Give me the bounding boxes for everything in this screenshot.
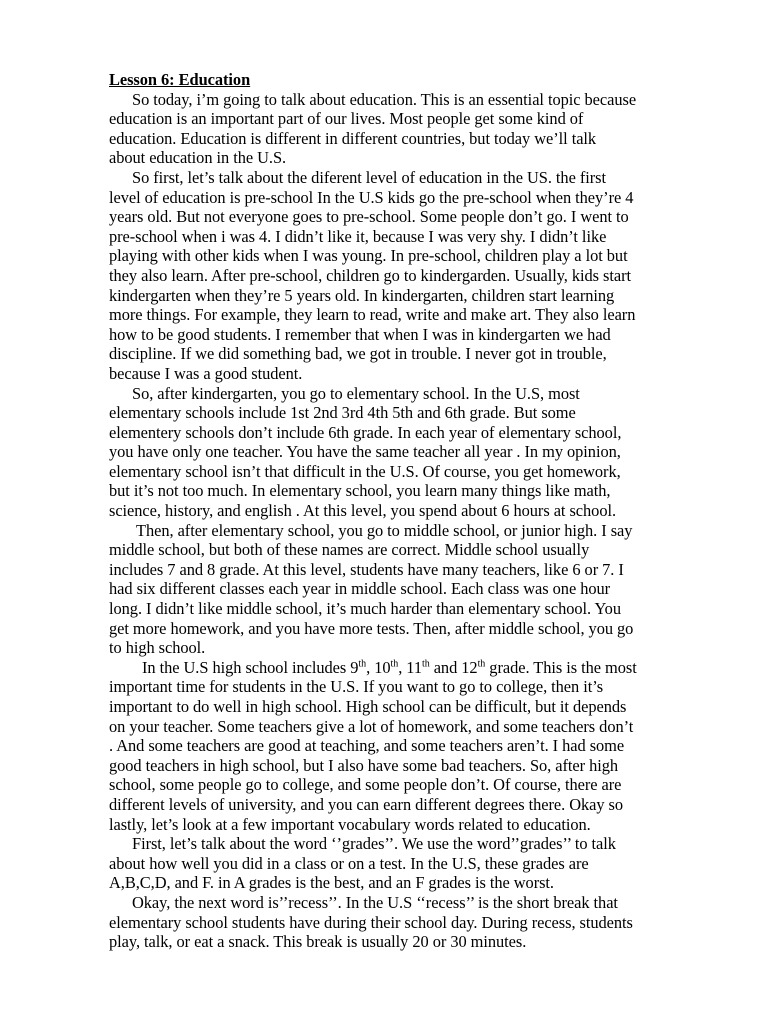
text-line: education. Education is different in different countries, but today we’ll talk xyxy=(109,128,597,148)
text-line: different levels of university, and you can earn different degrees there. Okay so xyxy=(109,794,624,814)
text-line: A,B,C,D, and F. in A grades is the best, and an F grades is the worst. xyxy=(109,873,554,893)
paragraph-high-school xyxy=(109,658,695,834)
text-line: So today, i’m going to talk about education. This is an essential topic because xyxy=(132,89,637,109)
text-run: , 10 xyxy=(366,657,391,677)
text-run: grade. This is the most xyxy=(485,657,637,677)
text-line: you have only one teacher. You have the same teacher all year . In my opinion, xyxy=(109,442,621,462)
text-line: pre-school when i was 4. I didn’t like it, because I was very shy. I didn’t like xyxy=(109,226,607,246)
text-line: get more homework, and you have more tests. Then, after middle school, you go xyxy=(109,618,634,638)
text-line: more things. For example, they learn to read, write and make art. They also learn xyxy=(109,305,636,325)
text-line: but it’s not too much. In elementary school, you learn many things like math, xyxy=(109,481,611,501)
text-line xyxy=(109,658,695,678)
text-line: kindergarten when they’re 5 years old. In kindergarten, children start learning xyxy=(109,285,615,305)
text-line: elementary school students have during their school day. During recess, students xyxy=(109,912,633,932)
ordinal-suffix: th xyxy=(358,658,367,670)
text-line: education is an important part of our lives. Most people get some kind of xyxy=(109,109,584,129)
text-line: discipline. If we did something bad, we got in trouble. I never got in trouble, xyxy=(109,344,607,364)
text-line: long. I didn’t like middle school, it’s much harder than elementary school. You xyxy=(109,599,621,619)
text-line: about how well you did in a class or on a test. In the U.S, these grades are xyxy=(109,853,589,873)
text-line: important time for students in the U.S. If you want to go to college, then it’s xyxy=(109,677,604,697)
text-run: and 12 xyxy=(429,657,478,677)
text-line: elementary school isn’t that difficult in the U.S. Of course, you get homework, xyxy=(109,461,621,481)
text-line: . And some teachers are good at teaching, and some teachers aren’t. I had some xyxy=(109,736,625,756)
text-line: years old. But not everyone goes to pre-school. Some people don’t go. I went to xyxy=(109,207,629,227)
text-line: Okay, the next word is’’recess’’. In the U.S ‘‘recess’’ is the short break that xyxy=(132,892,618,912)
paragraph-recess xyxy=(109,893,695,952)
text-line: about education in the U.S. xyxy=(109,148,287,168)
document-body xyxy=(109,70,695,952)
text-line: science, history, and english . At this level, you spend about 6 hours at school. xyxy=(109,501,617,521)
text-run: In the U.S high school includes 9 xyxy=(142,657,359,677)
text-line: elementary schools include 1st 2nd 3rd 4th 5th and 6th grade. But some xyxy=(109,403,576,423)
text-line: to high school. xyxy=(109,638,206,658)
text-line: includes 7 and 8 grade. At this level, students have many teachers, like 6 or 7. I xyxy=(109,559,624,579)
text-line: they also learn. After pre-school, children go to kindergarden. Usually, kids start xyxy=(109,265,632,285)
text-line: had six different classes each year in middle school. Each class was one hour xyxy=(109,579,611,599)
text-line: Then, after elementary school, you go to middle school, or junior high. I say xyxy=(136,520,633,540)
text-line: playing with other kids when I was young. In pre-school, children play a lot but xyxy=(109,246,628,266)
text-line: So, after kindergarten, you go to elementary school. In the U.S, most xyxy=(132,383,580,403)
text-line: play, talk, or eat a snack. This break is usually 20 or 30 minutes. xyxy=(109,932,527,952)
text-line: So first, let’s talk about the diferent level of education in the US. the first xyxy=(132,167,606,187)
text-line: on your teacher. Some teachers give a lot of homework, and some teachers don’t xyxy=(109,716,634,736)
ordinal-suffix: th xyxy=(390,658,399,670)
text-line: level of education is pre-school In the U.S kids go the pre-school when they’re 4 xyxy=(109,187,634,207)
ordinal-suffix: th xyxy=(477,658,486,670)
paragraph-intro xyxy=(109,90,695,168)
paragraph-middle-school xyxy=(109,521,695,658)
text-line: because I was a good student. xyxy=(109,363,303,383)
paragraph-preschool xyxy=(109,168,695,384)
text-line: school, some people go to college, and some people don’t. Of course, there are xyxy=(109,775,622,795)
text-line: elementery schools don’t include 6th grade. In each year of elementary school, xyxy=(109,422,622,442)
text-line: middle school, but both of these names are correct. Middle school usually xyxy=(109,540,590,560)
text-line: important to do well in high school. High school can be difficult, but it depends xyxy=(109,697,627,716)
text-line: good teachers in high school, but I also have some bad teachers. So, after high xyxy=(109,755,619,775)
text-line: how to be good students. I remember that when I was in kindergarten we had xyxy=(109,324,611,344)
text-line: First, let’s talk about the word ‘’grades’’. We use the word’’grades’’ to talk xyxy=(132,834,616,854)
text-run: , 11 xyxy=(398,657,422,677)
text-line: lastly, let’s look at a few important vocabulary words related to education. xyxy=(109,814,591,834)
paragraph-elementary xyxy=(109,384,695,521)
ordinal-suffix: th xyxy=(421,658,430,670)
lesson-title: Lesson 6: Education xyxy=(109,70,251,89)
paragraph-grades xyxy=(109,834,695,893)
